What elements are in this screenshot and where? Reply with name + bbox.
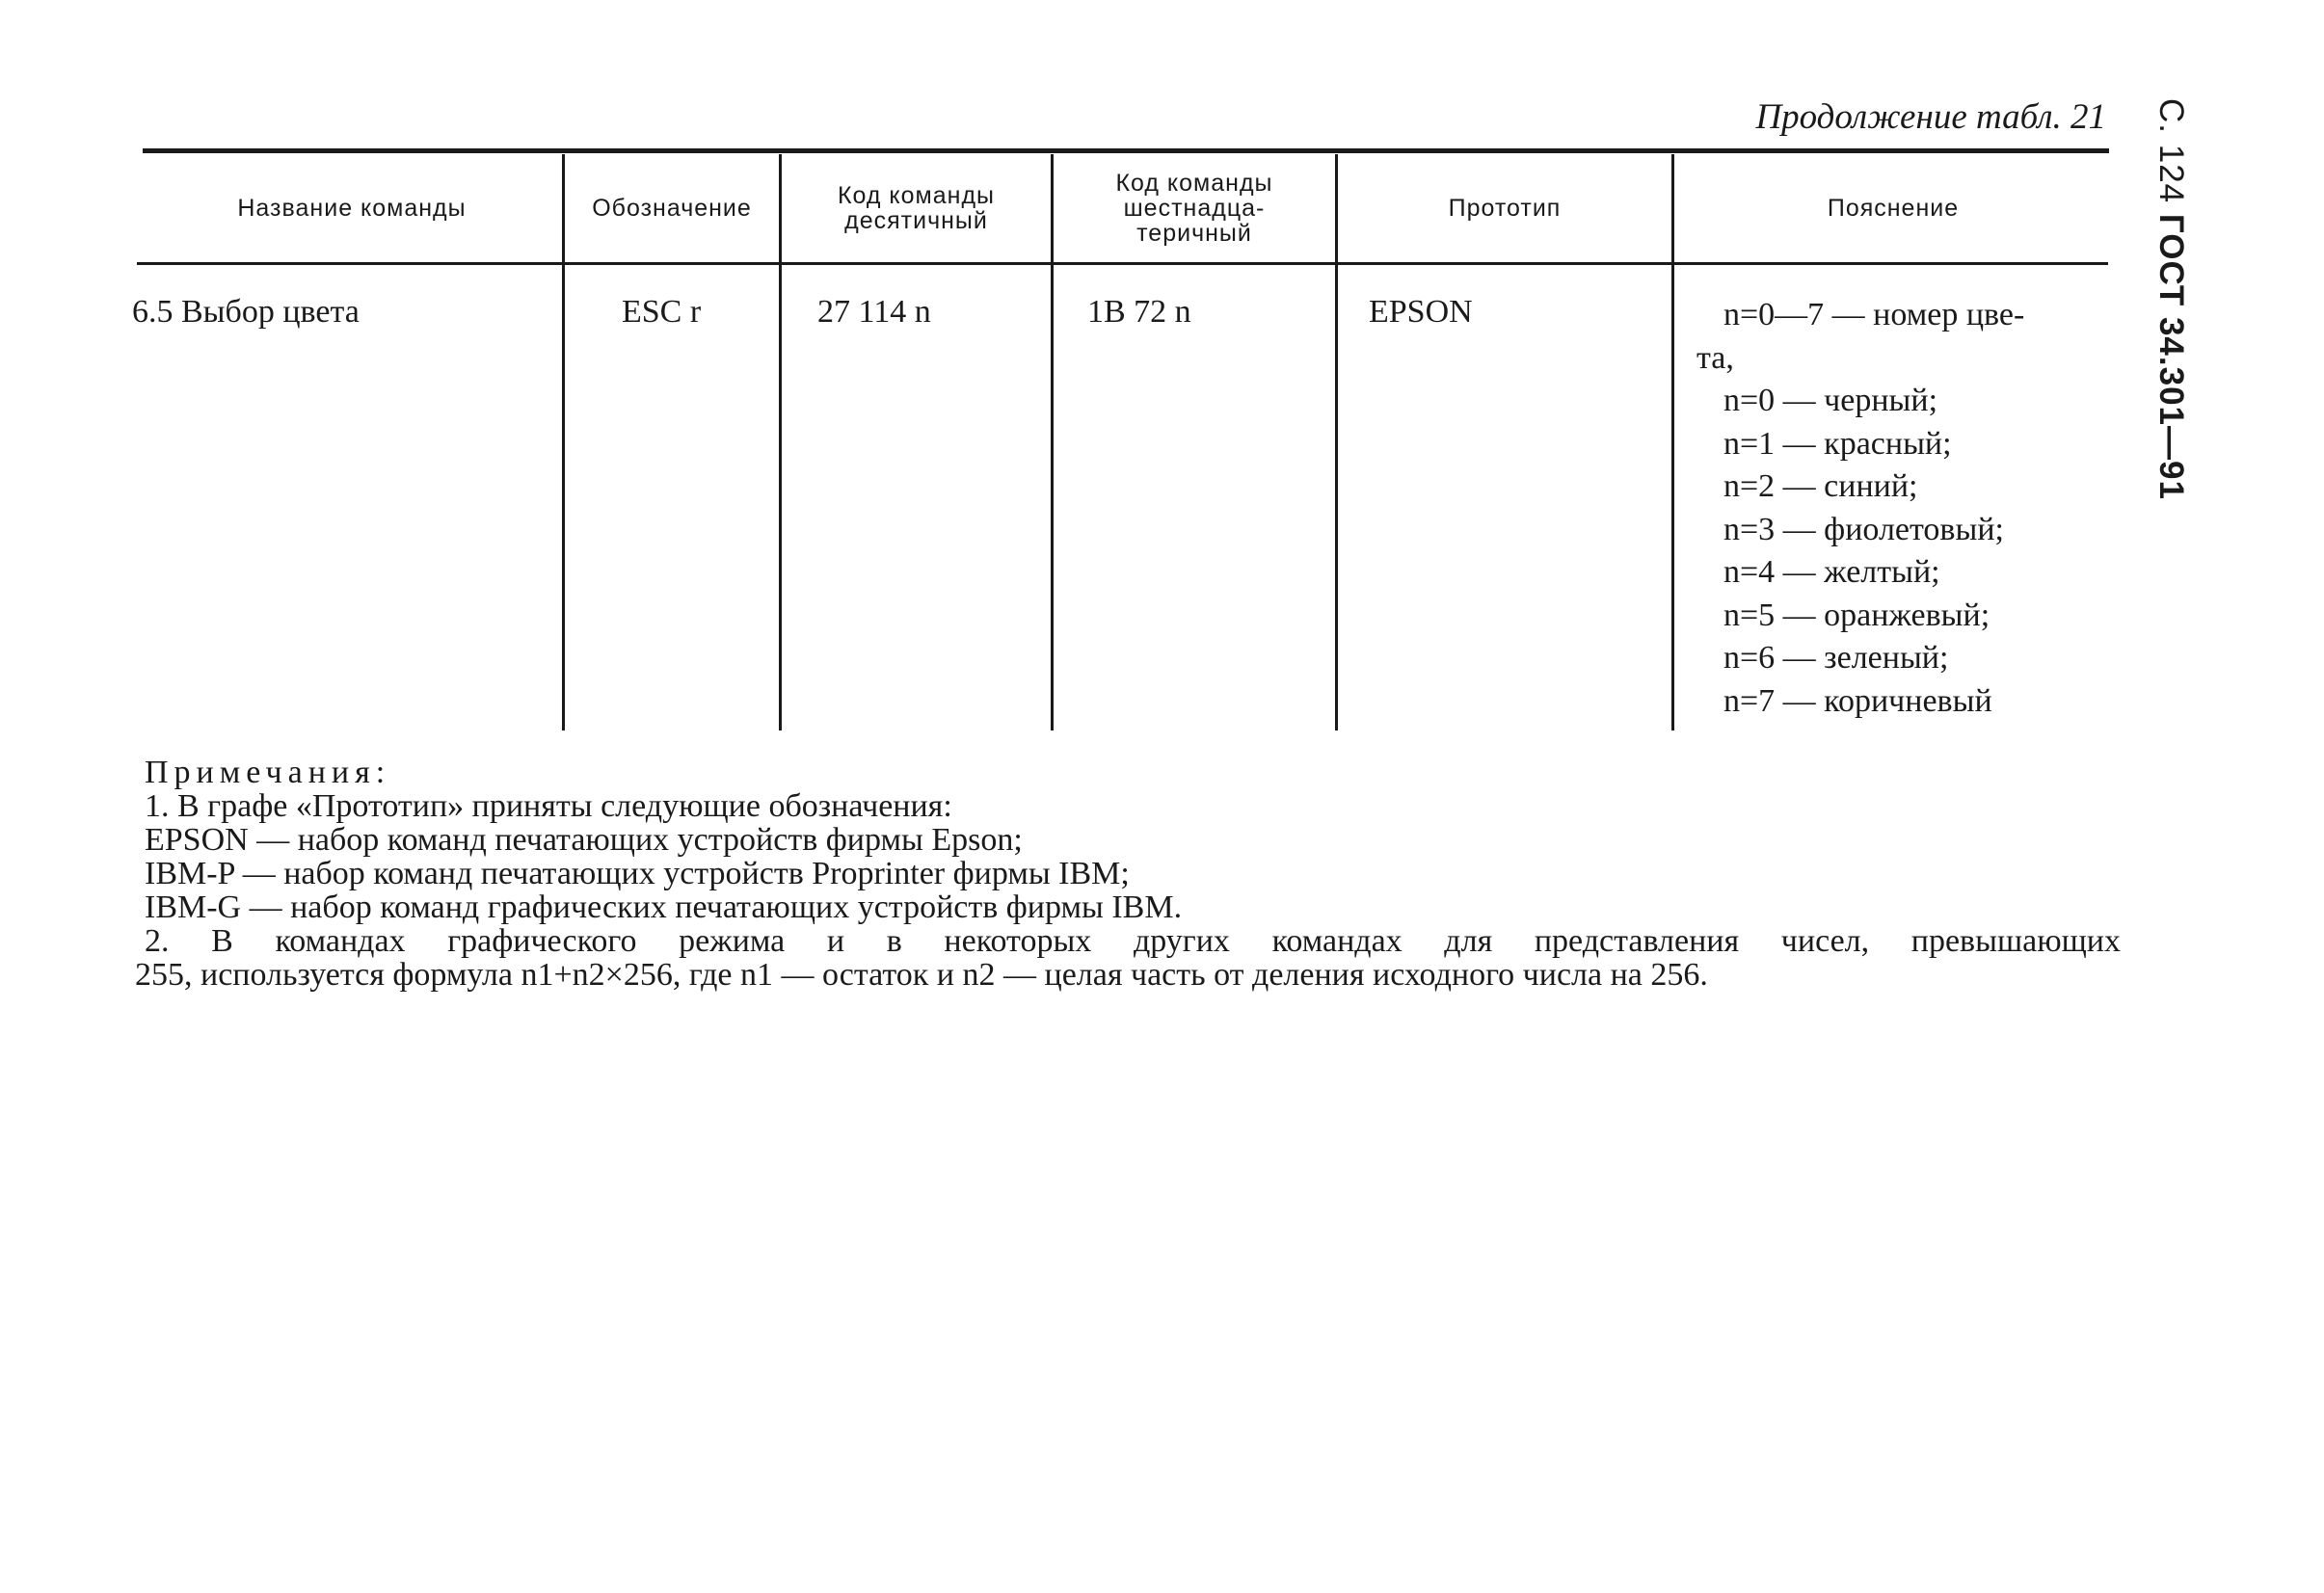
- cell-command-name: 6.5 Выбор цвета: [132, 294, 360, 330]
- column-header-hex-code: [1055, 158, 1333, 258]
- explanation-line: n=4 — желтый;: [1723, 554, 1940, 590]
- note-line: 255, используется формула n1+n2×256, где n1 — остаток и n2 — целая часть от деления исходного числа на 256.: [135, 957, 1708, 993]
- column-header-prototype: Прототип: [1448, 195, 1562, 222]
- explanation-line: n=0 — черный;: [1723, 383, 1938, 418]
- header-line: десятичный: [844, 207, 988, 234]
- table-top-rule: [143, 148, 2109, 153]
- column-divider: [562, 154, 565, 730]
- table-header-rule: [137, 262, 2108, 265]
- cell-designation: ESC r: [622, 294, 702, 330]
- header-line: Код команды: [837, 182, 996, 209]
- page-side-label: [2151, 98, 2190, 500]
- explanation-line: n=0—7 — номер цве-: [1723, 297, 2025, 332]
- explanation-line: n=3 — фиолетовый;: [1723, 511, 2004, 547]
- explanation-line: n=2 — синий;: [1723, 468, 1918, 504]
- header-line: теричный: [1136, 220, 1252, 247]
- cell-explanation: [1696, 294, 2121, 723]
- column-divider: [1335, 154, 1338, 730]
- column-divider: [1051, 154, 1054, 730]
- column-header-name: Название команды: [237, 195, 467, 222]
- column-divider: [779, 154, 782, 730]
- note-line: 2. В командах графического режима и в некоторых других командах для представления чисел, превышающих: [145, 923, 2121, 959]
- explanation-line: та,: [1696, 339, 1734, 376]
- header-line: шестнадца-: [1123, 195, 1266, 222]
- note-line: EPSON — набор команд печатающих устройств фирмы Epson;: [145, 822, 1023, 858]
- page-number: С. 124: [2152, 98, 2190, 204]
- column-header-explanation: Пояснение: [1827, 195, 1960, 222]
- note-line: IBM-P — набор команд печатающих устройств Proprinter фирмы IBM;: [145, 856, 1130, 891]
- explanation-line: n=6 — зеленый;: [1723, 640, 1949, 676]
- note-line: IBM-G — набор команд графических печатающих устройств фирмы IBM.: [145, 889, 1183, 925]
- table-continuation-caption: Продолжение табл. 21: [1755, 97, 2106, 137]
- header-line: Код команды: [1115, 170, 1273, 197]
- explanation-line: n=5 — оранжевый;: [1723, 597, 1990, 633]
- column-divider: [1671, 154, 1674, 730]
- cell-decimal-code: 27 114 n: [817, 294, 931, 330]
- column-header-designation: Обозначение: [592, 195, 752, 222]
- explanation-line: n=7 — коричневый: [1723, 682, 1992, 719]
- cell-prototype: EPSON: [1369, 294, 1473, 330]
- note-line: 1. В графе «Прототип» приняты следующие обозначения:: [145, 788, 952, 824]
- column-header-decimal-code: [784, 158, 1049, 258]
- notes-section: [135, 755, 2121, 993]
- notes-title: Примечания:: [145, 755, 391, 790]
- cell-hex-code: 1B 72 n: [1087, 294, 1191, 330]
- explanation-line: n=1 — красный;: [1723, 425, 1952, 462]
- standard-number: ГОСТ 34.301—91: [2152, 213, 2190, 500]
